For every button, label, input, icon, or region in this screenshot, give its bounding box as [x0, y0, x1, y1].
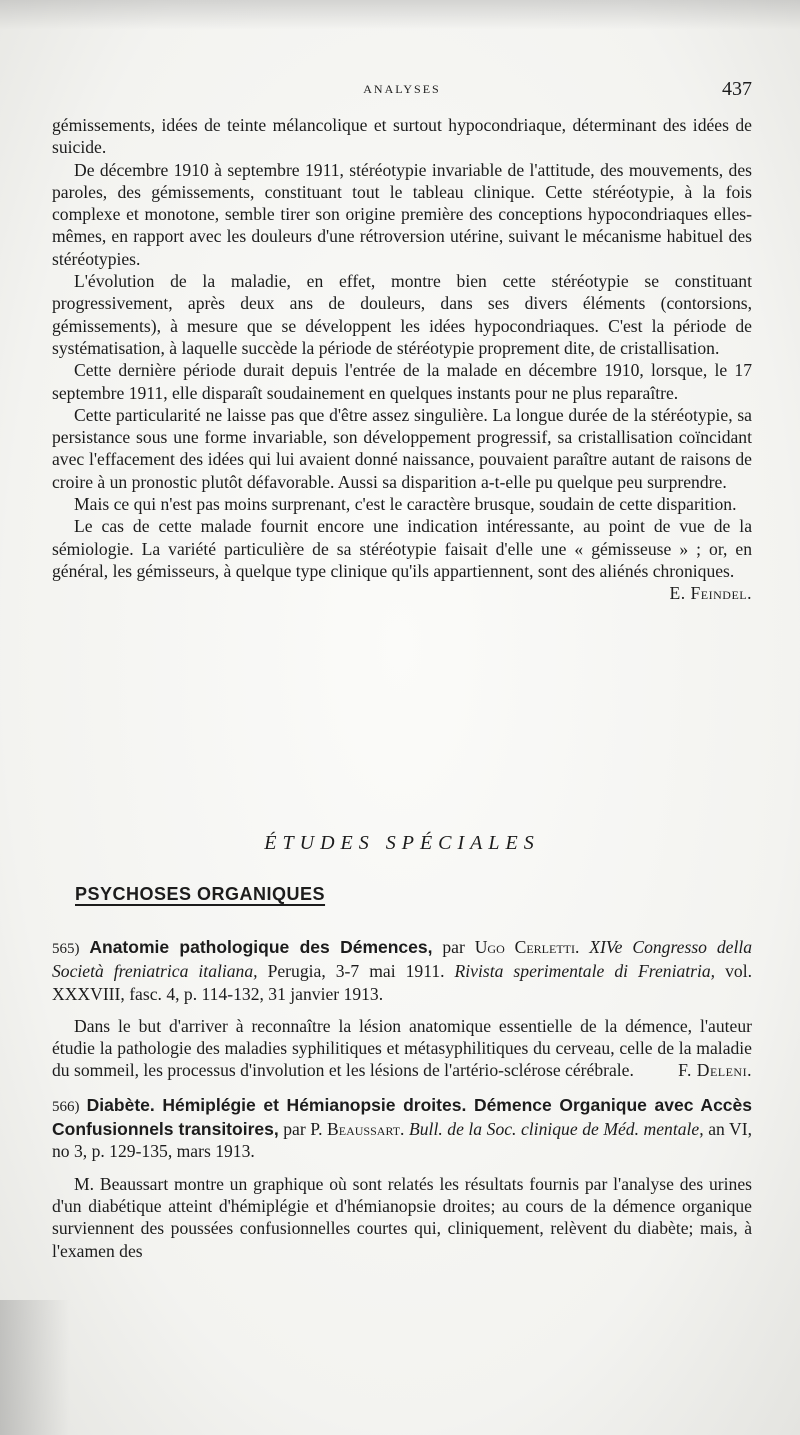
entry-number: 566) [52, 1098, 80, 1115]
abstract-entry [52, 936, 752, 1082]
entry-author: Ugo Cerletti. [474, 937, 580, 957]
page-number: 437 [722, 78, 752, 100]
body-paragraph: De décembre 1910 à septembre 1911, stéréotypie invariable de l'attitude, des mouvements, des paroles, des gémissements, constituant tout le tableau clinique. Cette stéréotypie, à la fois complexe et monotone, semble tirer son origine première des conceptions hypocondriaques elles-mêmes, en rapport avec les douleurs d'une rétroversion utérine, suivant le mécanisme habituel des stéréotypies. [52, 159, 752, 269]
entry-title: Diabète. Hémiplégie et Hémianopsie droites. Démence Organique avec Accès Confusionnels transitoires, [52, 1094, 752, 1140]
body-paragraph-text: Le cas de cette malade fournit encore une indication intéressante, au point de vue de la sémiologie. La variété particulière de sa stéréotypie faisait d'elle une « gémisseuse » ; or, en général, les gémisseurs, à quelque type clinique qu'ils appartiennent, sont des aliénés chroniques. [52, 516, 752, 581]
running-title: ANALYSES [363, 82, 441, 96]
entry-citation-details: Perugia, 3-7 mai 1911. [267, 961, 445, 982]
body-paragraph: gémissements, idées de teinte mélancolique et surtout hypocondriaque, déterminant des idées de suicide. [52, 115, 752, 158]
entry-citation-journal: XIVe Congresso della Società freniatrica italiana, [52, 937, 753, 982]
entry-citation-journal: Rivista sperimentale di Freniatria, [454, 961, 716, 982]
entry-title: Anatomie pathologique des Démences, [89, 937, 433, 957]
abstract-entry [52, 1094, 752, 1262]
entry-abstract-text: Dans le but d'arriver à reconnaître la lésion anatomique essentielle de la démence, l'auteur étudie la pathologie des maladies syphilitiques et métasyphilitiques du cerveau, celle de la maladie du sommeil, les processus d'involution et les lésions de l'artério-sclérose cérébrale. [52, 1015, 752, 1081]
scan-shadow-left [0, 1300, 70, 1435]
body-paragraph: Cette particularité ne laisse pas que d'être assez singulière. La longue durée de la stéréotypie, sa persistance sous une forme invariable, son développement progressif, sa cristallisation coïncidant avec l'effacement des idées qui lui avaient donné naissance, pouvaient paraître autant de raisons de croire à un pronostic plutôt défavorable. Aussi sa disparition a-t-elle pu quelque peu surprendre. [52, 404, 752, 492]
author-signature: E. Feindel. [669, 583, 752, 604]
entry-citation-journal: Bull. de la Soc. clinique de Méd. mentale, [409, 1119, 704, 1140]
abstract-entries [52, 936, 752, 1274]
entry-by: par [442, 937, 465, 957]
section-title: ÉTUDES SPÉCIALES [264, 832, 540, 854]
entry-signature: F. Deleni. [678, 1060, 752, 1081]
article-body [52, 114, 752, 605]
body-paragraph-last [52, 515, 752, 604]
entry-abstract: M. Beaussart montre un graphique où sont relatés les résultats fournis par l'analyse des urines d'un diabétique atteint d'hémiplégie et d'hémianopsie droites; au cours de la démence organique surviennent des poussées confusionnelles courtes qui, cliniquement, relèvent du diabète; mais, à l'examen des [52, 1173, 752, 1261]
entry-by: par [283, 1119, 306, 1140]
entry-citation-details: an VI, no 3, p. 129-135, mars 1913. [52, 1119, 752, 1162]
entry-citation-details: vol. XXXVIII, fasc. 4, p. 114-132, 31 janvier 1913. [52, 961, 752, 1004]
scan-shadow-top [0, 0, 800, 30]
entry-header [52, 936, 752, 1005]
body-paragraph: Cette dernière période durait depuis l'entrée de la malade en décembre 1910, lorsque, le 17 septembre 1911, elle disparaît soudainement en quelques instants pour ne plus reparaître. [52, 360, 752, 403]
entry-author: P. Beaussart. [310, 1119, 405, 1140]
entry-header [52, 1094, 752, 1163]
entry-abstract [52, 1015, 752, 1082]
subsection-title: PSYCHOSES ORGANIQUES [75, 884, 326, 904]
entry-number: 565) [52, 941, 80, 957]
body-paragraph: L'évolution de la maladie, en effet, montre bien cette stéréotypie se constituant progressivement, après deux ans de douleurs, dans ses divers éléments (contorsions, gémissements), à mesure que se développent les idées hypocondriaques. C'est la période de systématisation, à laquelle succède la période de stéréotypie proprement dite, de cristallisation. [52, 271, 752, 358]
body-paragraph: Mais ce qui n'est pas moins surprenant, c'est le caractère brusque, soudain de cette disparition. [74, 494, 737, 515]
running-header [52, 78, 752, 100]
